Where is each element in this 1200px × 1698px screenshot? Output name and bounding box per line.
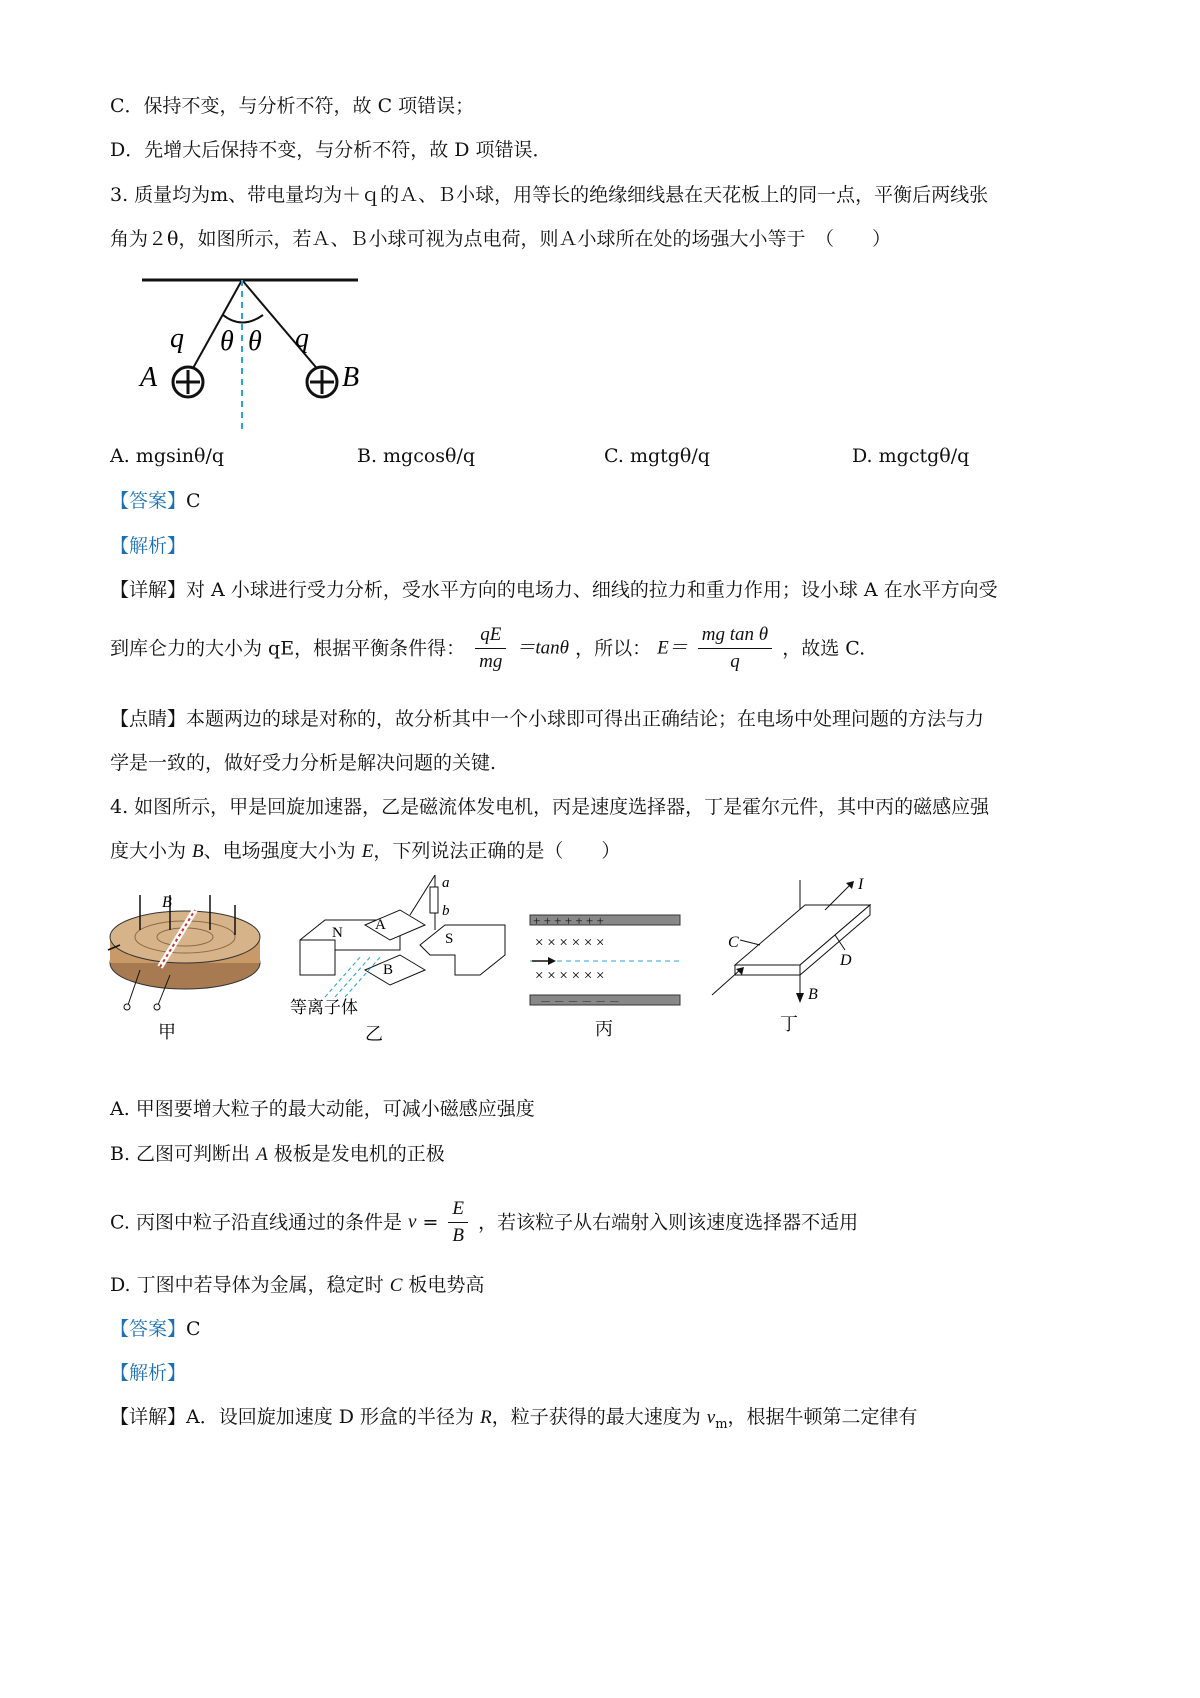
bing-x-row1: × × × × × ×: [535, 935, 605, 951]
q4-figure: [100, 875, 960, 1055]
jia-label: 甲: [158, 1022, 176, 1042]
line-c-option-analysis: C．保持不变，与分析不符，故 C 项错误；: [110, 95, 475, 117]
q4-option-d: D. 丁图中若导体为金属，稳定时 C 板电势高: [110, 1274, 485, 1296]
cyclotron-diagram: [108, 894, 260, 1042]
ding-d-label: D: [840, 952, 852, 969]
ding-i-label: I: [858, 876, 864, 893]
bing-minus-label: － － － － － －: [540, 996, 620, 1008]
yi-b-plate-label: B: [383, 962, 394, 978]
q3-option-c: C. mgtgθ/q: [604, 445, 710, 467]
q3-option-a: A. mgsinθ/q: [110, 445, 225, 467]
question-3-line1: 3. 质量均为m、带电量均为＋ｑ的Ａ、Ｂ小球，用等长的绝缘细线悬在天花板上的同一点，平衡后两线张: [110, 184, 989, 206]
q4-detail-line1: 【详解】A．设回旋加速度 D 形盒的半径为 R，粒子获得的最大速度为 $v_m$，根据牛顿第二定律有: [110, 1406, 918, 1432]
q3-analysis-tag: 【解析】: [110, 535, 187, 557]
label-theta-left: θ: [220, 326, 234, 357]
mhd-generator-diagram: [290, 875, 505, 1044]
label-q-left: q: [170, 323, 184, 354]
q3-answer: 【答案】C: [110, 490, 201, 512]
thread-left: [192, 280, 242, 370]
fraction-e-b: $\frac{E}{B}$: [448, 1196, 468, 1249]
label-b: B: [342, 362, 360, 393]
q4-option-c: C. 丙图中粒子沿直线通过的条件是 v = $\frac{E}{B}$ ，若该粒子从右端射入则该速度选择器不适用: [110, 1196, 858, 1249]
bing-label: 丙: [595, 1019, 613, 1039]
ding-b-label: B: [808, 986, 818, 1003]
ding-c-label: C: [728, 934, 739, 951]
hall-element-diagram: [712, 876, 870, 1034]
q4-option-a: A. 甲图要增大粒子的最大动能，可减小磁感应强度: [110, 1098, 535, 1120]
q3-figure: [120, 270, 380, 440]
line-d-option-analysis: D．先增大后保持不变，与分析不符，故 D 项错误．: [110, 139, 552, 161]
yi-s-label: S: [445, 931, 454, 947]
ding-label: 丁: [780, 1014, 798, 1034]
label-theta-right: θ: [248, 326, 262, 357]
q3-comment-line1: 【点睛】本题两边的球是对称的，故分析其中一个小球即可得出正确结论；在电场中处理问题的方法与力: [110, 708, 985, 730]
q3-option-b: B. mgcosθ/q: [357, 445, 476, 467]
jia-b-label: B: [162, 894, 172, 911]
label-q-right: q: [295, 323, 309, 354]
q3-detail-line2: 到库仑力的大小为 qE，根据平衡条件得： $\frac{qE}{mg}$ ＝tanθ ，所以： E＝ $\frac{\text{mg tan θ}}{q}$ ，故选 C.: [110, 622, 865, 675]
q4-analysis-tag: 【解析】: [110, 1362, 187, 1384]
yi-plasma-label: 等离子体: [290, 998, 358, 1017]
question-4-line2: 度大小为 B、电场强度大小为 E，下列说法正确的是（ ）: [110, 840, 621, 862]
bing-x-row2: × × × × × ×: [535, 968, 605, 984]
q4-option-b: B. 乙图可判断出 A 极板是发电机的正极: [110, 1143, 445, 1165]
q3-option-d: D. mgctgθ/q: [852, 445, 970, 467]
label-a: A: [140, 362, 158, 393]
yi-a-plate-label: A: [375, 917, 386, 933]
q4-answer: 【答案】C: [110, 1318, 201, 1340]
question-4-line1: 4. 如图所示，甲是回旋加速器，乙是磁流体发电机，丙是速度选择器，丁是霍尔元件，其中丙的磁感应强: [110, 796, 990, 818]
yi-label: 乙: [365, 1024, 383, 1044]
question-3-line2: 角为２θ，如图所示，若Ａ、Ｂ小球可视为点电荷，则Ａ小球所在处的场强大小等于 （ ）: [110, 228, 891, 250]
bing-plus-label: + + + + + + +: [533, 913, 604, 928]
yi-a-label: a: [442, 875, 450, 891]
fraction-qe-mg: $\frac{qE}{mg}$: [475, 622, 506, 675]
yi-b-label: b: [442, 903, 450, 919]
q3-comment-line2: 学是一致的，做好受力分析是解决问题的关键.: [110, 752, 497, 774]
yi-n-label: N: [332, 925, 343, 941]
fraction-mgtan-q: $\frac{\text{mg tan θ}}{q}$: [698, 622, 772, 675]
velocity-selector-diagram: [530, 913, 680, 1039]
q3-detail-line1: 【详解】对 A 小球进行受力分析，受水平方向的电场力、细线的拉力和重力作用；设小球 A 在水平方向受: [110, 579, 998, 601]
